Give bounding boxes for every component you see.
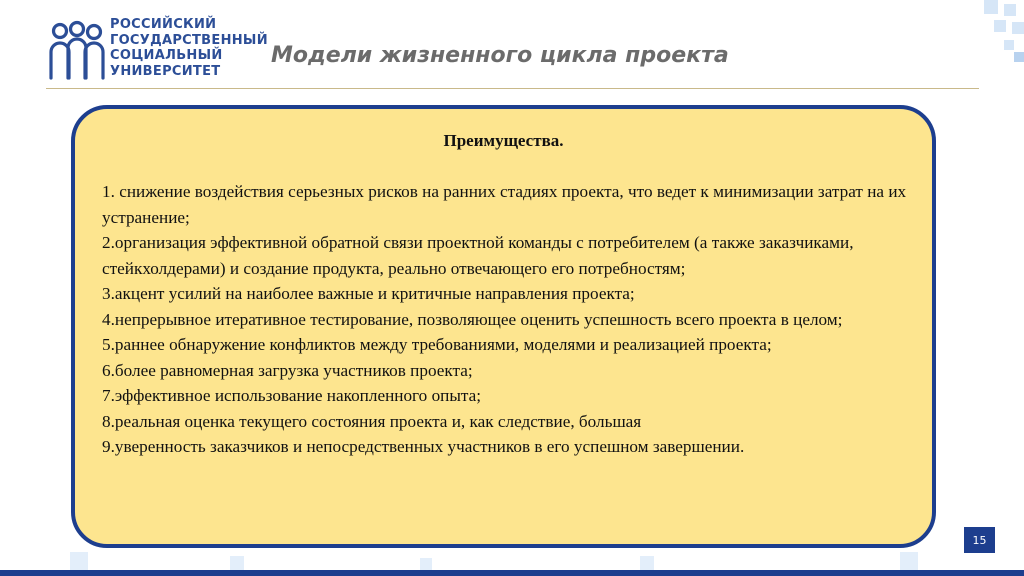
slide-title: Модели жизненного цикла проекта	[271, 43, 729, 68]
list-item: 5.раннее обнаружение конфликтов между требованиями, моделями и реализацией проекта;	[102, 335, 772, 354]
list-item: 1. снижение воздействия серьезных рисков на ранних стадиях проекта, что ведет к минимизации затрат на их устранение;	[102, 182, 907, 227]
logo-line: СОЦИАЛЬНЫЙ	[110, 48, 223, 63]
logo-line: РОССИЙСКИЙ	[110, 17, 217, 32]
people-group-logo-icon	[46, 18, 110, 82]
logo-line: ГОСУДАРСТВЕННЫЙ	[110, 32, 268, 48]
list-item: 7.эффективное использование накопленного опыта;	[102, 386, 482, 405]
bottom-bar	[0, 570, 1024, 576]
card-heading: Преимущества.	[443, 131, 564, 150]
list-item: 2.организация эффективной обратной связи проектной команды с потребителем (а также заказчиками, стейкхолдерами) и создание продукта, реально отвечающего его потребностям;	[102, 233, 854, 278]
list-item: 4.непрерывное итеративное тестирование, позволяющее оценить успешность всего проекта в целом;	[102, 309, 843, 329]
corner-squares-decoration	[954, 0, 1024, 70]
title-divider	[46, 88, 979, 89]
advantages-list	[102, 179, 922, 460]
list-item: 6.более равномерная загрузка участников проекта;	[102, 360, 473, 380]
list-item: 3.акцент усилий на наиболее важные и критичные направления проекта;	[102, 284, 635, 303]
list-item: 8.реальная оценка текущего состояния проекта и, как следствие, большая	[102, 411, 642, 431]
bottom-squares-decoration	[0, 540, 1024, 570]
page-number-badge: 15	[964, 527, 995, 553]
advantages-card	[71, 105, 936, 548]
university-logo-text	[110, 17, 268, 79]
logo-line: УНИВЕРСИТЕТ	[110, 63, 221, 79]
list-item: 9.уверенность заказчиков и непосредственных участников в его успешном завершении.	[102, 437, 745, 456]
